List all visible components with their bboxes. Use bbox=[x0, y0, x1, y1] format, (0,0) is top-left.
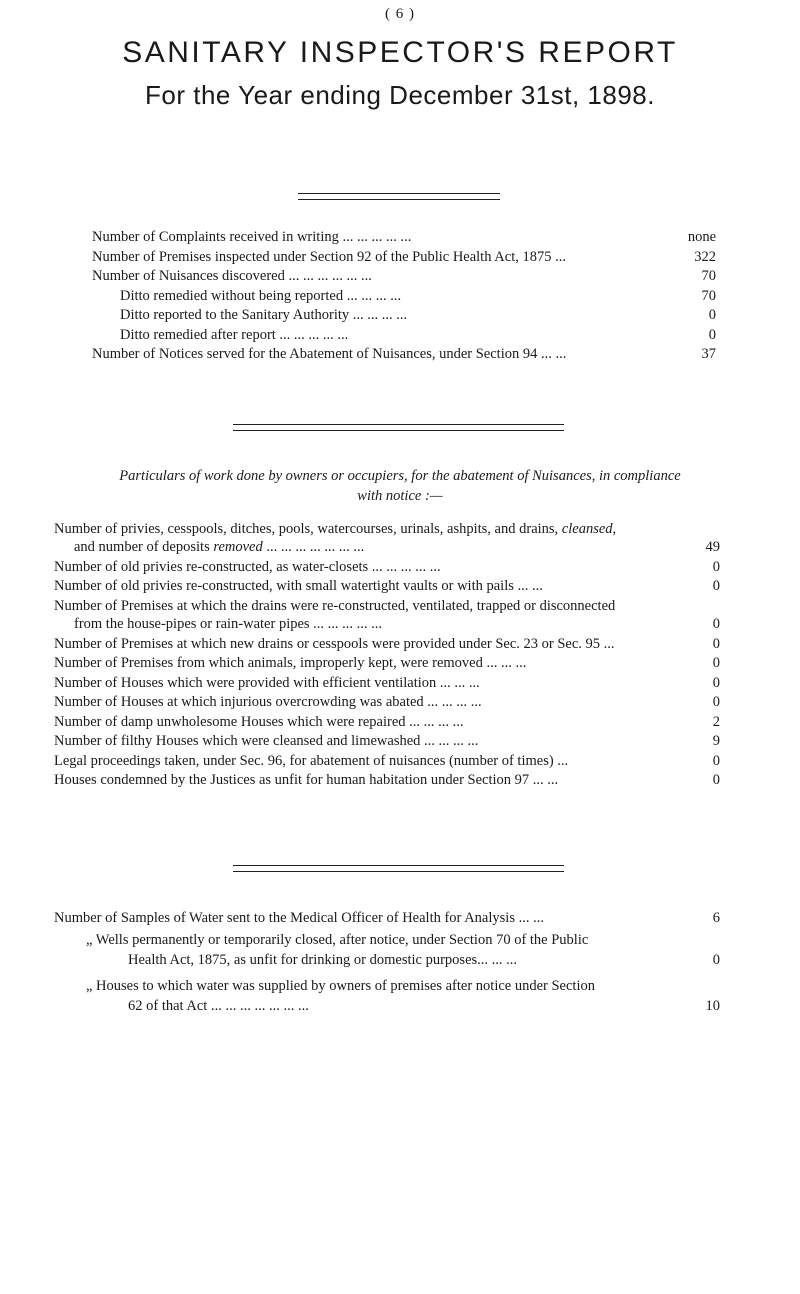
row-label: Number of Samples of Water sent to the Medical Officer of Health for Analysis ... ... bbox=[54, 910, 544, 926]
page-number: ( 6 ) bbox=[385, 6, 415, 22]
row-value: 0 bbox=[712, 559, 720, 575]
row-value: 37 bbox=[701, 346, 716, 362]
row-label: Number of Nuisances discovered ... ... ... ... ... ... bbox=[92, 268, 372, 284]
row-label: and number of deposits bbox=[74, 539, 210, 555]
row-value: 70 bbox=[701, 268, 716, 284]
row-label: Ditto reported to the Sanitary Authority ... ... ... ... bbox=[120, 307, 408, 323]
row-value: 70 bbox=[701, 288, 716, 304]
row-value: 0 bbox=[712, 636, 720, 652]
row-label: Health Act, 1875, as unfit for drinking or domestic purposes... ... ... bbox=[128, 952, 518, 968]
double-rule-divider bbox=[233, 865, 564, 872]
row-value: 0 bbox=[712, 616, 720, 632]
row-value: 0 bbox=[712, 675, 720, 691]
row-value: 0 bbox=[708, 307, 716, 323]
section-particulars-heading bbox=[0, 466, 800, 506]
double-rule-divider bbox=[233, 424, 564, 431]
row-value: 0 bbox=[712, 578, 720, 594]
row-label: Number of Complaints received in writing ... ... ... ... ... bbox=[92, 229, 412, 245]
row-value: 0 bbox=[712, 952, 720, 968]
double-rule-divider bbox=[298, 193, 500, 200]
row-value: 6 bbox=[712, 910, 720, 926]
row-label-tail: ... ... ... ... ... ... ... bbox=[262, 539, 365, 555]
row-value: 0 bbox=[712, 772, 720, 788]
row-value: 2 bbox=[712, 714, 720, 730]
row-label: Number of Premises inspected under Section 92 of the Public Health Act, 1875 ... bbox=[92, 249, 566, 265]
row-label: Number of filthy Houses which were cleansed and limewashed ... ... ... ... bbox=[54, 733, 479, 749]
row-label: Number of Premises at which new drains or cesspools were provided under Sec. 23 or Sec. 95 ... bbox=[54, 636, 615, 652]
row-value: 322 bbox=[694, 249, 716, 265]
row-value: 10 bbox=[705, 998, 720, 1014]
heading-line-1: Particulars of work done by owners or occupiers, for the abatement of Nuisances, in compliance bbox=[119, 468, 681, 484]
row-value: 0 bbox=[712, 694, 720, 710]
row-label: Houses condemned by the Justices as unfit for human habitation under Section 97 ... ... bbox=[54, 772, 559, 788]
row-label: „ Houses to which water was supplied by owners of premises after notice under Section bbox=[86, 978, 595, 994]
heading-line-2: with notice :— bbox=[357, 488, 443, 504]
row-label: „ Wells permanently or temporarily closed, after notice, under Section 70 of the Public bbox=[86, 932, 589, 948]
row-label: 62 of that Act ... ... ... ... ... ... ... bbox=[128, 998, 309, 1014]
row-label: from the house-pipes or rain-water pipes ... ... ... ... ... bbox=[74, 616, 383, 632]
row-value: none bbox=[687, 229, 716, 245]
row-value: 0 bbox=[708, 327, 716, 343]
row-value: 0 bbox=[712, 655, 720, 671]
row-label: Number of privies, cesspools, ditches, pools, watercourses, urinals, ashpits, and drains, bbox=[54, 521, 559, 537]
row-label: Ditto remedied without being reported ... ... ... ... bbox=[120, 288, 402, 304]
row-label: Number of Houses which were provided with efficient ventilation ... ... ... bbox=[54, 675, 480, 691]
report-subtitle: For the Year ending December 31st, 1898. bbox=[145, 80, 655, 110]
row-label: Number of old privies re-constructed, as water-closets ... ... ... ... ... bbox=[54, 559, 441, 575]
row-label-italic: cleansed, bbox=[561, 521, 617, 537]
row-label: Number of Premises from which animals, improperly kept, were removed ... ... ... bbox=[54, 655, 527, 671]
report-title: SANITARY INSPECTOR'S REPORT bbox=[122, 36, 678, 69]
row-label: Ditto remedied after report ... ... ... ... ... bbox=[120, 327, 349, 343]
row-label-italic: removed bbox=[213, 539, 263, 555]
row-label: Number of Notices served for the Abatement of Nuisances, under Section 94 ... ... bbox=[92, 346, 567, 362]
row-value: 0 bbox=[712, 753, 720, 769]
row-label: Number of Houses at which injurious overcrowding was abated ... ... ... ... bbox=[54, 694, 482, 710]
row-value: 49 bbox=[705, 539, 720, 555]
row-label: Number of damp unwholesome Houses which were repaired ... ... ... ... bbox=[54, 714, 464, 730]
row-label: Number of old privies re-constructed, with small watertight vaults or with pails ... ... bbox=[54, 578, 543, 594]
row-label: Legal proceedings taken, under Sec. 96, for abatement of nuisances (number of times) ... bbox=[54, 753, 569, 769]
row-value: 9 bbox=[712, 733, 720, 749]
row-label: Number of Premises at which the drains were re-constructed, ventilated, trapped or disconnected bbox=[54, 598, 616, 614]
